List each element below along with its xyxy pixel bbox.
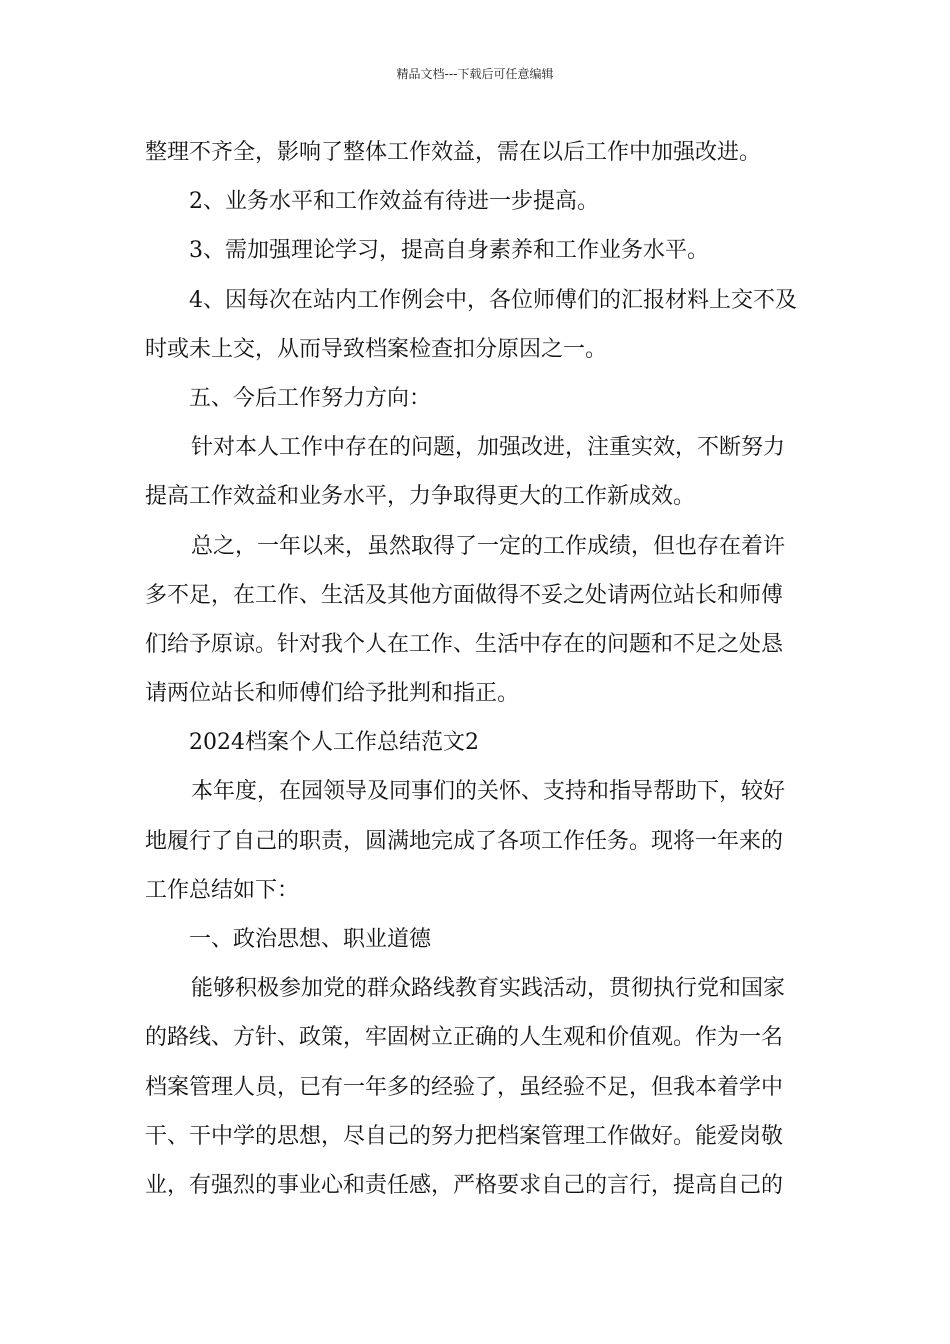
section-heading: 五、今后工作努力方向： [189,385,432,411]
list-item: 2、业务水平和工作效益有待进一步提高。 [189,189,599,215]
paragraph-line: 提高工作效益和业务水平，力争取得更大的工作新成效。 [145,484,696,510]
paragraph-line: 时或未上交，从而导致档案检查扣分原因之一。 [145,336,608,362]
paragraph-line: 们给予原谅。针对我个人在工作、生活中存在的问题和不足之处恳 [145,631,784,657]
paragraph-line: 请两位站长和师傅们给予批判和指正。 [145,681,520,707]
section-heading: 一、政治思想、职业道德 [189,927,432,952]
paragraph-line: 整理不齐全，影响了整体工作效益，需在以后工作中加强改进。 [145,140,762,165]
paragraph-line: 的路线、方针、政策，牢固树立正确的人生观和价值观。作为一名 [145,1025,784,1051]
paragraph-line: 业，有强烈的事业心和责任感，严格要求自己的言行，提高自己的 [145,1172,784,1198]
paragraph-line: 工作总结如下： [145,877,300,903]
list-item: 3、需加强理论学习，提高自身素养和工作业务水平。 [189,238,709,264]
paragraph-line: 多不足，在工作、生活及其他方面做得不妥之处请两位站长和师傅 [145,582,784,608]
paragraph-line: 档案管理人员，已有一年多的经验了，虽经验不足，但我本着学中 [145,1074,784,1100]
paragraph-line: 本年度，在园领导及同事们的关怀、支持和指导帮助下，较好 [191,779,786,805]
paragraph-line: 地履行了自己的职责，圆满地完成了各项工作任务。现将一年来的 [145,828,784,854]
paragraph-line: 总之，一年以来，虽然取得了一定的工作成绩，但也存在着许 [191,533,786,559]
paragraph-line: 能够积极参加党的群众路线教育实践活动，贯彻执行党和国家 [191,976,786,1002]
page-header: 精品文档---下载后可任意编辑 [396,67,554,81]
list-item: 4、因每次在站内工作例会中，各位师傅们的汇报材料上交不及 [189,287,797,313]
document-body [145,128,811,1210]
document-subtitle: 2024档案个人工作总结范文2 [189,730,479,756]
paragraph-line: 针对本人工作中存在的问题，加强改进，注重实效，不断努力 [191,435,786,461]
paragraph-line: 干、干中学的思想，尽自己的努力把档案管理工作做好。能爱岗敬 [145,1123,784,1149]
